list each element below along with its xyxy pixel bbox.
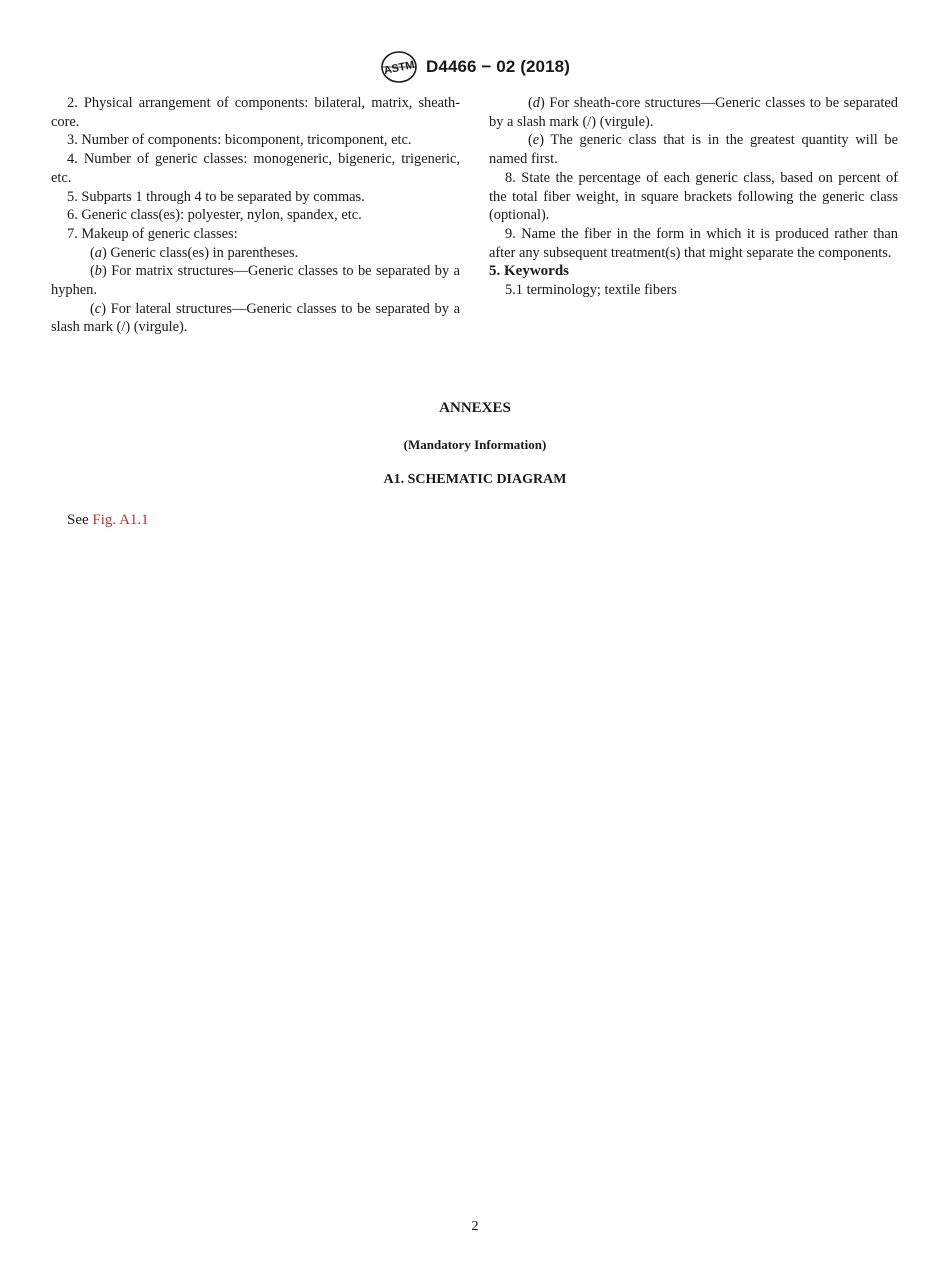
item-text: 8. State the percentage of each generic class, based on percent of the total fiber weight, in square brackets following the generic class (optional). <box>489 169 898 224</box>
figure-link[interactable]: Fig. A1.1 <box>92 512 149 528</box>
item-text: 9. Name the fiber in the form in which it is produced rather than after any subsequent treatment(s) that might separate the components. <box>489 225 898 261</box>
item-text: 6. Generic class(es): polyester, nylon, spandex, etc. <box>67 207 362 224</box>
item-text: 4. Number of generic classes: monogeneric, bigeneric, trigeneric, etc. <box>51 151 460 186</box>
sub-item-letter: b <box>94 263 102 280</box>
item-text: 5. Subparts 1 through 4 to be separated by commas. <box>67 188 365 205</box>
list-item <box>51 94 460 131</box>
page-header <box>0 50 950 84</box>
right-column <box>489 94 898 300</box>
sub-item: (d) For sheath-core structures—Generic classes to be separated by a slash mark (/) (virgule). <box>489 95 898 130</box>
list-item <box>51 150 460 187</box>
sub-item-letter: e <box>532 132 540 149</box>
sub-item-letter: c <box>94 300 102 317</box>
keywords-heading: 5. Keywords <box>489 263 569 280</box>
see-figure-reference <box>67 512 149 529</box>
list-item <box>489 169 898 225</box>
item-text: 2. Physical arrangement of components: bilateral, matrix, sheath-core. <box>51 95 460 130</box>
page-number: 2 <box>471 1219 479 1234</box>
list-item <box>51 206 460 225</box>
item-text: 3. Number of components: bicomponent, tricomponent, etc. <box>67 132 412 149</box>
keywords-text: 5.1 terminology; textile fibers <box>505 282 677 299</box>
sub-item-letter: d <box>532 95 540 111</box>
sub-item: (c) For lateral structures—Generic classes to be separated by a slash mark (/) (virgule). <box>51 300 460 336</box>
left-column <box>51 94 460 337</box>
mandatory-information: (Mandatory Information) <box>403 437 547 452</box>
list-item <box>51 188 460 207</box>
item-text: 7. Makeup of generic classes: <box>67 225 238 242</box>
item-text: For matrix structures—Generic classes to be separated by a hyphen. <box>51 263 460 299</box>
item-text: Generic class(es) in parentheses. <box>106 244 299 261</box>
svg-text:ASTM: ASTM <box>382 58 416 78</box>
annex-section-title: A1. SCHEMATIC DIAGRAM <box>383 472 567 487</box>
list-item <box>51 131 460 150</box>
sub-item: (a) Generic class(es) in parentheses. <box>90 244 299 261</box>
see-prefix: See <box>67 512 93 528</box>
document-designation: D4466 − 02 (2018) <box>426 57 570 76</box>
item-text: For sheath-core structures—Generic classes to be separated by a slash mark (/) (virgule). <box>489 95 898 130</box>
astm-logo-icon <box>380 50 418 84</box>
list-item <box>51 225 460 244</box>
list-item <box>489 225 898 262</box>
item-text: For lateral structures—Generic classes to be separated by a slash mark (/) (virgule). <box>51 300 460 336</box>
sub-item-letter: a <box>94 244 102 261</box>
sub-item: (b) For matrix structures—Generic classes to be separated by a hyphen. <box>51 263 460 299</box>
annexes-title: ANNEXES <box>439 400 511 416</box>
sub-item: (e) The generic class that is in the greatest quantity will be named first. <box>489 132 898 168</box>
item-text: The generic class that is in the greatest quantity will be named first. <box>489 132 898 168</box>
